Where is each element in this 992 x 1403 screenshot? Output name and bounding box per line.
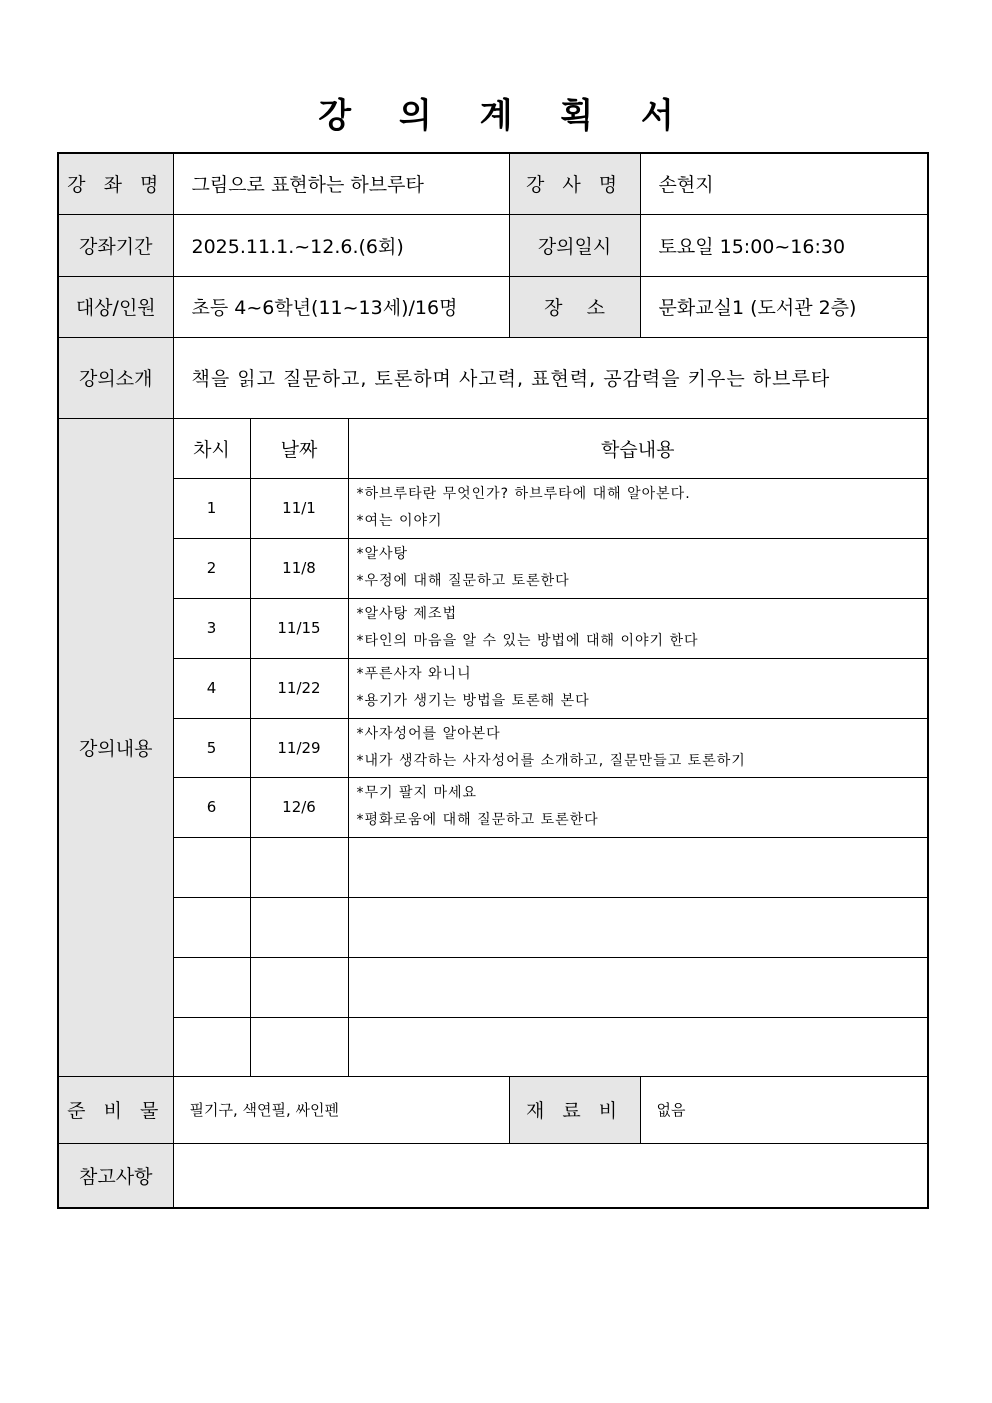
lesson-row-6 <box>58 777 928 837</box>
empty-cell <box>173 837 250 897</box>
lesson-content-line1: *하브루타란 무엇인가? 하브루타에 대해 알아본다. <box>356 486 691 502</box>
lesson-session: 4 <box>173 658 250 718</box>
empty-cell <box>348 957 928 1017</box>
lesson-content-line1: *무기 팔지 마세요 <box>356 785 478 801</box>
empty-cell <box>348 1017 928 1076</box>
period-value: 2025.11.1.~12.6.(6회) <box>173 214 509 276</box>
notes-label: 참고사항 <box>58 1143 173 1208</box>
lesson-content <box>348 718 928 777</box>
row-target <box>58 276 928 337</box>
intro-value: 책을 읽고 질문하고, 토론하며 사고력, 표현력, 공감력을 키우는 하브루타 <box>173 337 928 418</box>
lesson-date: 11/15 <box>250 598 348 658</box>
notes-value <box>173 1143 928 1208</box>
lesson-date: 12/6 <box>250 777 348 837</box>
content-label: 강의내용 <box>58 418 173 1076</box>
row-notes <box>58 1143 928 1208</box>
lesson-content-line2: *평화로움에 대해 질문하고 토론한다 <box>356 812 599 828</box>
lesson-row-5 <box>58 718 928 777</box>
lesson-content-line2: *내가 생각하는 사자성어를 소개하고, 질문만들고 토론하기 <box>356 752 746 769</box>
lesson-row-empty <box>58 1017 928 1076</box>
instructor-label: 강 사 명 <box>509 153 640 214</box>
lecture-plan-table <box>57 152 929 1209</box>
lesson-date: 11/8 <box>250 538 348 598</box>
lesson-content-line2: *용기가 생기는 방법을 토론해 본다 <box>356 693 590 709</box>
empty-cell <box>250 1017 348 1076</box>
row-course-name <box>58 153 928 214</box>
fee-label: 재 료 비 <box>509 1076 640 1143</box>
empty-cell <box>173 957 250 1017</box>
date-header: 날짜 <box>250 418 348 478</box>
lesson-content <box>348 777 928 837</box>
empty-cell <box>250 837 348 897</box>
lesson-row-empty <box>58 837 928 897</box>
lesson-content-line1: *사자성어를 알아본다 <box>356 725 501 742</box>
schedule-label: 강의일시 <box>509 214 640 276</box>
lesson-content <box>348 538 928 598</box>
lesson-row-empty <box>58 957 928 1017</box>
lessons-header-row <box>58 418 928 478</box>
lesson-row-1 <box>58 478 928 538</box>
lesson-content-line1: *알사탕 제조법 <box>356 606 458 622</box>
lesson-date: 11/22 <box>250 658 348 718</box>
fee-value: 없음 <box>640 1076 928 1143</box>
lesson-content-line2: *여는 이야기 <box>356 513 443 529</box>
lesson-row-empty <box>58 897 928 957</box>
session-header: 차시 <box>173 418 250 478</box>
empty-cell <box>173 897 250 957</box>
target-label: 대상/인원 <box>58 276 173 337</box>
lesson-row-2 <box>58 538 928 598</box>
lesson-content <box>348 478 928 538</box>
lesson-session: 2 <box>173 538 250 598</box>
lesson-content-line1: *푸른사자 와니니 <box>356 666 472 682</box>
empty-cell <box>348 897 928 957</box>
place-value: 문화교실1 (도서관 2층) <box>640 276 928 337</box>
materials-label: 준 비 물 <box>58 1076 173 1143</box>
document-title: 강 의 계 획 서 <box>318 96 692 136</box>
row-period <box>58 214 928 276</box>
lesson-content-line1: *알사탕 <box>356 546 409 562</box>
content-header: 학습내용 <box>348 418 928 478</box>
lesson-content <box>348 658 928 718</box>
instructor-value: 손현지 <box>640 153 928 214</box>
lesson-content-line2: *우정에 대해 질문하고 토론한다 <box>356 573 570 589</box>
empty-cell <box>173 1017 250 1076</box>
lesson-date: 11/1 <box>250 478 348 538</box>
lesson-content-line2: *타인의 마음을 알 수 있는 방법에 대해 이야기 한다 <box>356 633 699 649</box>
empty-cell <box>250 897 348 957</box>
lesson-session: 1 <box>173 478 250 538</box>
lesson-session: 6 <box>173 777 250 837</box>
lesson-content <box>348 598 928 658</box>
course-name-value: 그림으로 표현하는 하브루타 <box>173 153 509 214</box>
empty-cell <box>348 837 928 897</box>
target-value: 초등 4~6학년(11~13세)/16명 <box>173 276 509 337</box>
intro-label: 강의소개 <box>58 337 173 418</box>
row-intro <box>58 337 928 418</box>
lesson-date: 11/29 <box>250 718 348 777</box>
row-materials <box>58 1076 928 1143</box>
materials-value: 필기구, 색연필, 싸인펜 <box>173 1076 509 1143</box>
period-label: 강좌기간 <box>58 214 173 276</box>
lesson-row-4 <box>58 658 928 718</box>
lesson-row-3 <box>58 598 928 658</box>
schedule-value: 토요일 15:00~16:30 <box>640 214 928 276</box>
empty-cell <box>250 957 348 1017</box>
lesson-session: 5 <box>173 718 250 777</box>
lesson-session: 3 <box>173 598 250 658</box>
place-label: 장 소 <box>509 276 640 337</box>
course-name-label: 강 좌 명 <box>58 153 173 214</box>
